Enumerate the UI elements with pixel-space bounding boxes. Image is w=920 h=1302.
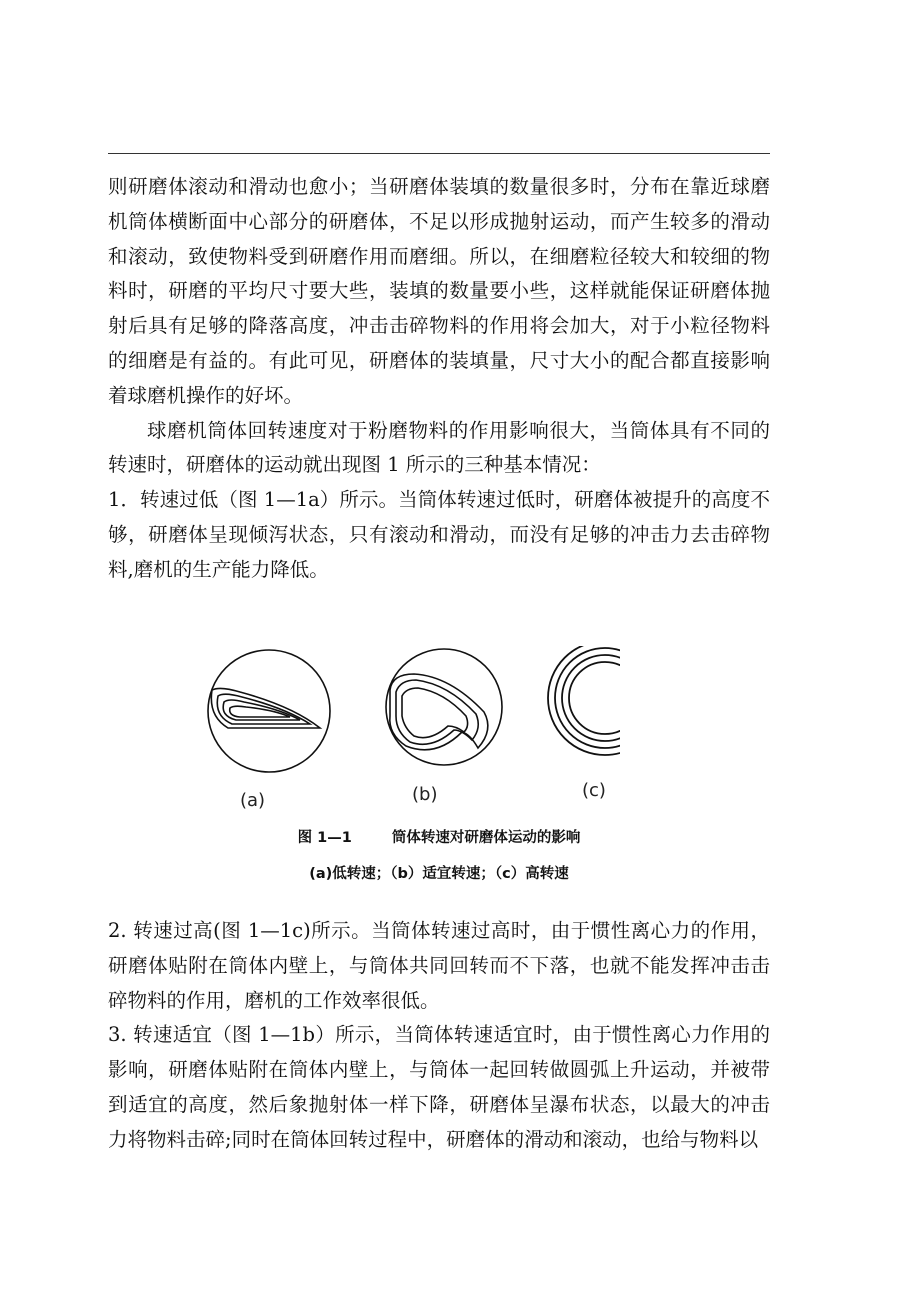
paragraph-3: 1．转速过低（图 1—1a）所示。当筒体转速过低时，研磨体被提升的高度不够，研磨体呈现倾泻状态，只有滚动和滑动，而没有足够的冲击力去击碎物料,磨机的生产能力降低。: [108, 488, 770, 581]
figure-label-a: (a): [240, 790, 266, 811]
diagram-c-high-speed: [548, 646, 620, 755]
figure-title: 筒体转速对研磨体运动的影响: [391, 830, 581, 846]
paragraph-1: 则研磨体滚动和滑动也愈小；当研磨体装填的数量很多时，分布在靠近球磨机筒体横断面中心部分的研磨体，不足以形成抛射运动，而产生较多的滑动和滚动，致使物料受到研磨作用而磨细。所以，在细磨粒径较大和较细的物料时，研磨的平均尺寸要大些，装填的数量要小些，这样就能保证研磨体抛射后具有足够的降落高度，冲击击碎物料的作用将会加大，对于小粒径物料的细磨是有益的。有此可见，研磨体的装填量，尺寸大小的配合都直接影响着球磨机操作的好坏。: [108, 175, 770, 407]
figure-label-c: (c): [582, 780, 606, 801]
body-text-top: [108, 170, 770, 588]
figure-ball-mill-motion: [200, 646, 620, 816]
paragraph-2: 球磨机筒体回转速度对于粉磨物料的作用影响很大，当筒体具有不同的转速时，研磨体的运动就出现图 1 所示的三种基本情况：: [108, 418, 770, 477]
diagram-a-low-speed: [208, 650, 330, 772]
figure-number: 图 1—1: [297, 830, 352, 846]
paragraph-4: 2. 转速过高(图 1—1c)所示。当筒体转速过高时，由于惯性离心力的作用，研磨体贴附在筒体内壁上，与筒体共同回转而不下落，也就不能发挥冲击击碎物料的作用，磨机的工作效率很低。: [108, 919, 770, 1012]
figure-subcaption: (a)低转速；（b）适宜转速；（c）高转速: [309, 866, 569, 882]
figure-label-b: (b): [412, 784, 438, 805]
body-text-bottom: [108, 914, 770, 1158]
figure-caption: [108, 826, 770, 847]
header-rule: [108, 153, 770, 154]
paragraph-5: 3. 转速适宜（图 1—1b）所示，当筒体转速适宜时，由于惯性离心力作用的影响，研磨体贴附在筒体内壁上，与筒体一起回转做圆弧上升运动，并被带到适宜的高度，然后象抛射体一样下降，研磨体呈瀑布状态，以最大的冲击力将物料击碎;同时在筒体回转过程中，研磨体的滑动和滚动，也给与物料以: [108, 1023, 770, 1151]
diagram-b-proper-speed: [386, 649, 502, 765]
